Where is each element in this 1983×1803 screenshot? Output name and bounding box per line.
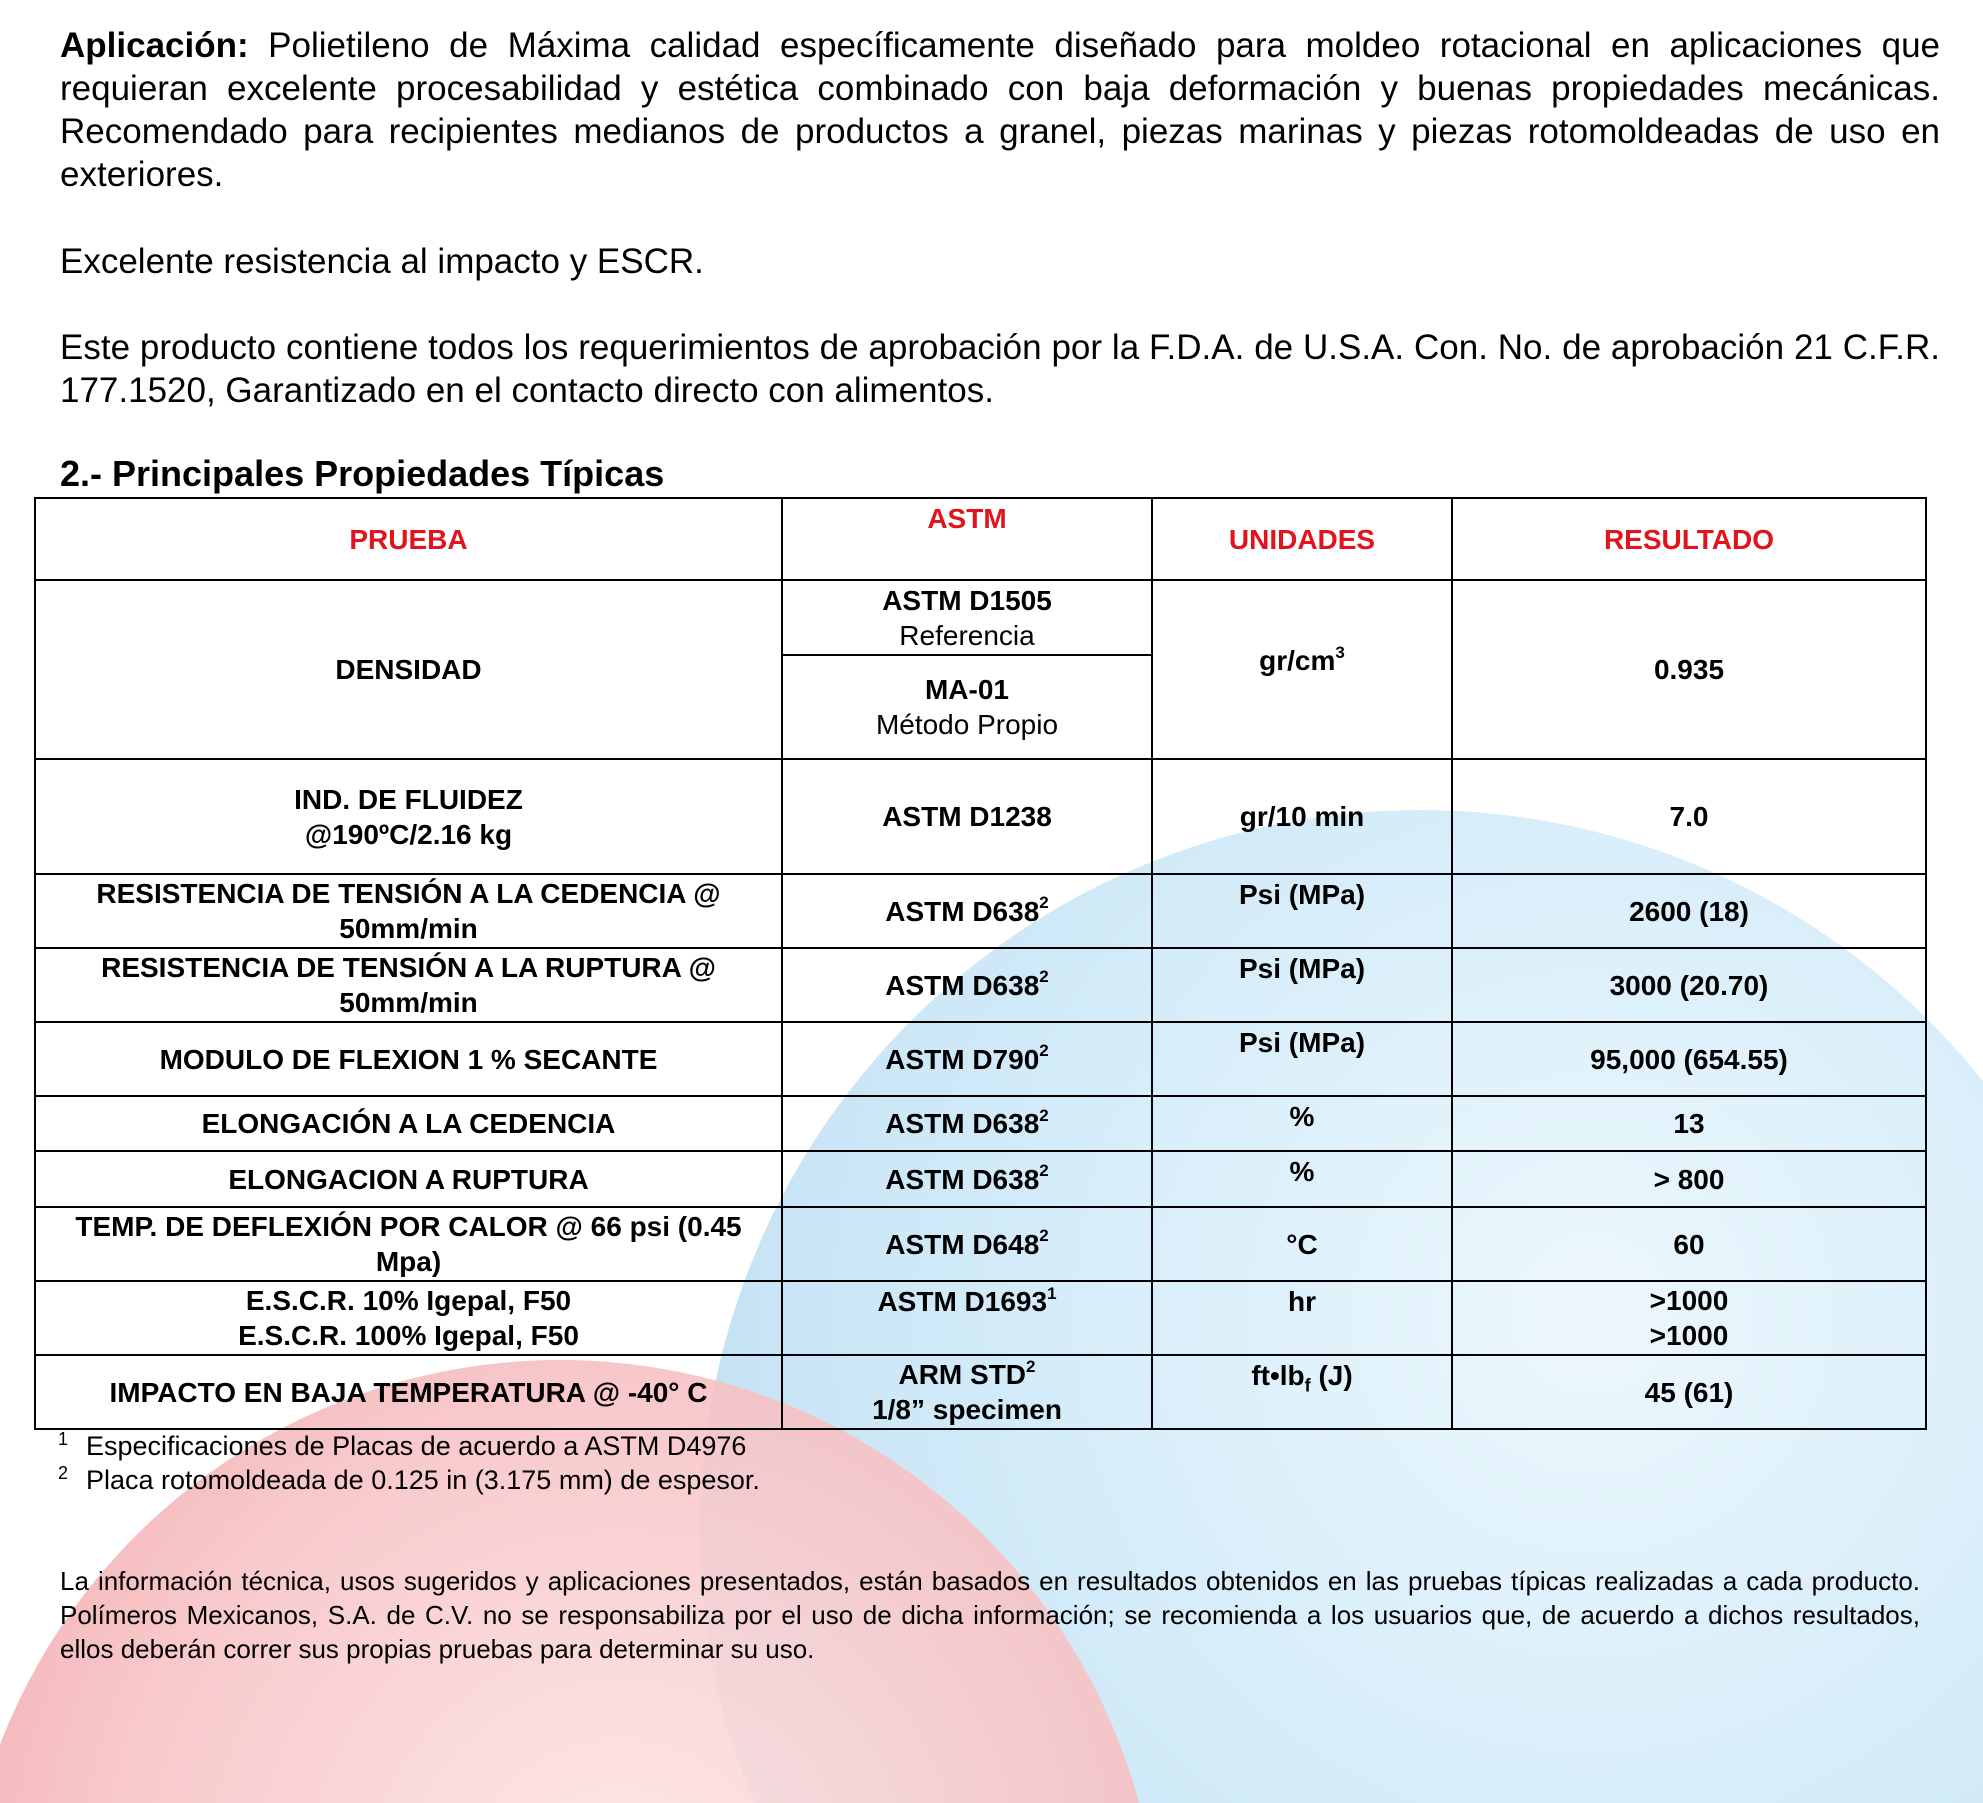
row-astm <box>782 948 1152 1022</box>
escr-result-line1: >1000 <box>1649 1285 1729 1316</box>
row-unit: Psi (MPa) <box>1152 948 1452 1022</box>
row-astm-text: ASTM D638 <box>885 1108 1040 1139</box>
impact-astm-sup: 2 <box>1026 1356 1036 1376</box>
table-row-escr <box>35 1281 1926 1355</box>
row-test: ELONGACION A RUPTURA <box>35 1151 782 1207</box>
row-unit: Psi (MPa) <box>1152 1022 1452 1096</box>
table-row <box>35 1207 1926 1281</box>
row-result: 13 <box>1452 1096 1926 1151</box>
escr-result-line2: >1000 <box>1649 1320 1729 1351</box>
row-astm-text: ASTM D648 <box>885 1228 1040 1260</box>
density-astm-primary-note: Referencia <box>899 619 1035 651</box>
density-test: DENSIDAD <box>35 580 782 759</box>
escr-astm <box>782 1281 1152 1355</box>
row-result: > 800 <box>1452 1151 1926 1207</box>
table-row-impact <box>35 1355 1926 1429</box>
row-test: TEMP. DE DEFLEXIÓN POR CALOR @ 66 psi (0.45 Mpa) <box>35 1207 782 1281</box>
properties-table <box>34 497 1927 1430</box>
header-resultado: RESULTADO <box>1452 498 1926 580</box>
impact-unit-sub: f <box>1304 1375 1311 1396</box>
density-unit-sup: 3 <box>1335 642 1345 662</box>
row-astm-text: ASTM D638 <box>885 895 1040 927</box>
application-text: Polietileno de Máxima calidad específicamente diseñado para moldeo rotacional en aplicaciones que requieran excelente procesabilidad y estética combinado con baja deformación y buenas propiedades mecánicas. Recomendado para recipientes medianos de productos a granel, piezas marinas y piezas rotomoldeadas de uso en exteriores. <box>60 26 1940 194</box>
row-test: RESISTENCIA DE TENSIÓN A LA RUPTURA @ 50mm/min <box>35 948 782 1022</box>
footnote-item <box>58 1429 760 1463</box>
impact-astm-line2: 1/8” specimen <box>872 1394 1062 1425</box>
row-test: RESISTENCIA DE TENSIÓN A LA CEDENCIA @ 50mm/min <box>35 874 782 948</box>
footnote-text: Placa rotomoldeada de 0.125 in (3.175 mm) de espesor. <box>86 1465 760 1495</box>
fda-note: Este producto contiene todos los requerimientos de aprobación por la F.D.A. de U.S.A. Con. No. de aprobación 21 C.F.R. 177.1520, Garantizado en el contacto directo con alimentos. <box>60 328 1940 410</box>
row-result: 60 <box>1452 1207 1926 1281</box>
row-unit: % <box>1152 1151 1452 1207</box>
density-astm-primary: ASTM D1505 <box>882 584 1052 616</box>
impact-astm <box>782 1355 1152 1429</box>
fluidity-test-line2: @190ºC/2.16 kg <box>304 818 513 850</box>
table-row <box>35 1096 1926 1151</box>
impact-unit <box>1152 1355 1452 1429</box>
row-astm-text: ASTM D790 <box>885 1043 1040 1075</box>
row-astm-sup: 2 <box>1039 893 1049 913</box>
density-result: 0.935 <box>1452 580 1926 759</box>
footnote-text: Especificaciones de Placas de acuerdo a ASTM D4976 <box>86 1431 747 1461</box>
escr-unit: hr <box>1152 1281 1452 1355</box>
row-unit: % <box>1152 1096 1452 1151</box>
row-astm <box>782 1096 1152 1151</box>
row-test: MODULO DE FLEXION 1 % SECANTE <box>35 1022 782 1096</box>
impact-result: 45 (61) <box>1452 1355 1926 1429</box>
impact-note: Excelente resistencia al impacto y ESCR. <box>60 242 704 281</box>
header-unidades: UNIDADES <box>1152 498 1452 580</box>
row-result: 3000 (20.70) <box>1452 948 1926 1022</box>
footnote-number: 1 <box>58 1429 69 1449</box>
row-astm <box>782 1207 1152 1281</box>
section-title: 2.- Principales Propiedades Típicas <box>60 453 665 494</box>
row-astm-sup: 2 <box>1039 967 1049 987</box>
fluidity-test <box>35 759 782 874</box>
density-unit-text: gr/cm <box>1259 645 1336 676</box>
header-prueba: PRUEBA <box>35 498 782 580</box>
fluidity-test-line1: IND. DE FLUIDEZ <box>294 783 523 815</box>
row-unit: Psi (MPa) <box>1152 874 1452 948</box>
row-unit: °C <box>1152 1207 1452 1281</box>
footnotes <box>58 1429 760 1497</box>
impact-unit-post: (J) <box>1310 1360 1353 1391</box>
row-astm-sup: 2 <box>1039 1161 1049 1181</box>
row-astm-sup: 2 <box>1039 1041 1049 1061</box>
footnote-number: 2 <box>58 1463 69 1483</box>
disclaimer: La información técnica, usos sugeridos y aplicaciones presentados, están basados en resultados obtenidos en las pruebas típicas realizadas a cada producto. Polímeros Mexicanos, S.A. de C.V. no se responsabiliza por el uso de dicha información; se recomienda a los usuarios que, de acuerdo a dichos resultados, ellos deberán correr sus propias pruebas para determinar su uso. <box>60 1566 1920 1664</box>
row-result: 95,000 (654.55) <box>1452 1022 1926 1096</box>
fluidity-result: 7.0 <box>1452 759 1926 874</box>
row-astm <box>782 1022 1152 1096</box>
escr-test-line1: E.S.C.R. 10% Igepal, F50 <box>245 1285 572 1316</box>
header-astm: ASTM <box>782 498 1152 580</box>
footnote-item <box>58 1463 760 1497</box>
escr-astm-text: ASTM D1693 <box>877 1286 1048 1317</box>
row-astm <box>782 1151 1152 1207</box>
escr-result <box>1452 1281 1926 1355</box>
row-result: 2600 (18) <box>1452 874 1926 948</box>
row-astm <box>782 874 1152 948</box>
density-astm-secondary-note: Método Propio <box>875 709 1059 740</box>
application-label: Aplicación: <box>60 26 249 65</box>
escr-astm-sup: 1 <box>1047 1283 1057 1303</box>
row-astm-sup: 2 <box>1039 1226 1049 1246</box>
impact-unit-pre: ft•lb <box>1251 1360 1305 1391</box>
escr-test <box>35 1281 782 1355</box>
table-row-fluidity <box>35 759 1926 874</box>
density-astm-secondary: MA-01 <box>924 674 1009 705</box>
escr-test-line2: E.S.C.R. 100% Igepal, F50 <box>238 1320 579 1351</box>
impact-astm-line1: ARM STD <box>898 1359 1027 1390</box>
impact-test: IMPACTO EN BAJA TEMPERATURA @ -40° C <box>35 1355 782 1429</box>
row-astm-text: ASTM D638 <box>885 969 1040 1001</box>
table-header-row <box>35 498 1926 580</box>
table-row <box>35 1022 1926 1096</box>
fluidity-astm: ASTM D1238 <box>782 759 1152 874</box>
table-row-density <box>35 580 1926 759</box>
table-row <box>35 948 1926 1022</box>
row-astm-sup: 2 <box>1039 1105 1049 1125</box>
table-row <box>35 874 1926 948</box>
application-paragraph <box>60 24 1940 196</box>
row-astm-text: ASTM D638 <box>885 1163 1040 1195</box>
row-test: ELONGACIÓN A LA CEDENCIA <box>35 1096 782 1151</box>
density-unit <box>1152 580 1452 759</box>
fluidity-unit: gr/10 min <box>1152 759 1452 874</box>
density-astm <box>782 580 1152 759</box>
table-row <box>35 1151 1926 1207</box>
